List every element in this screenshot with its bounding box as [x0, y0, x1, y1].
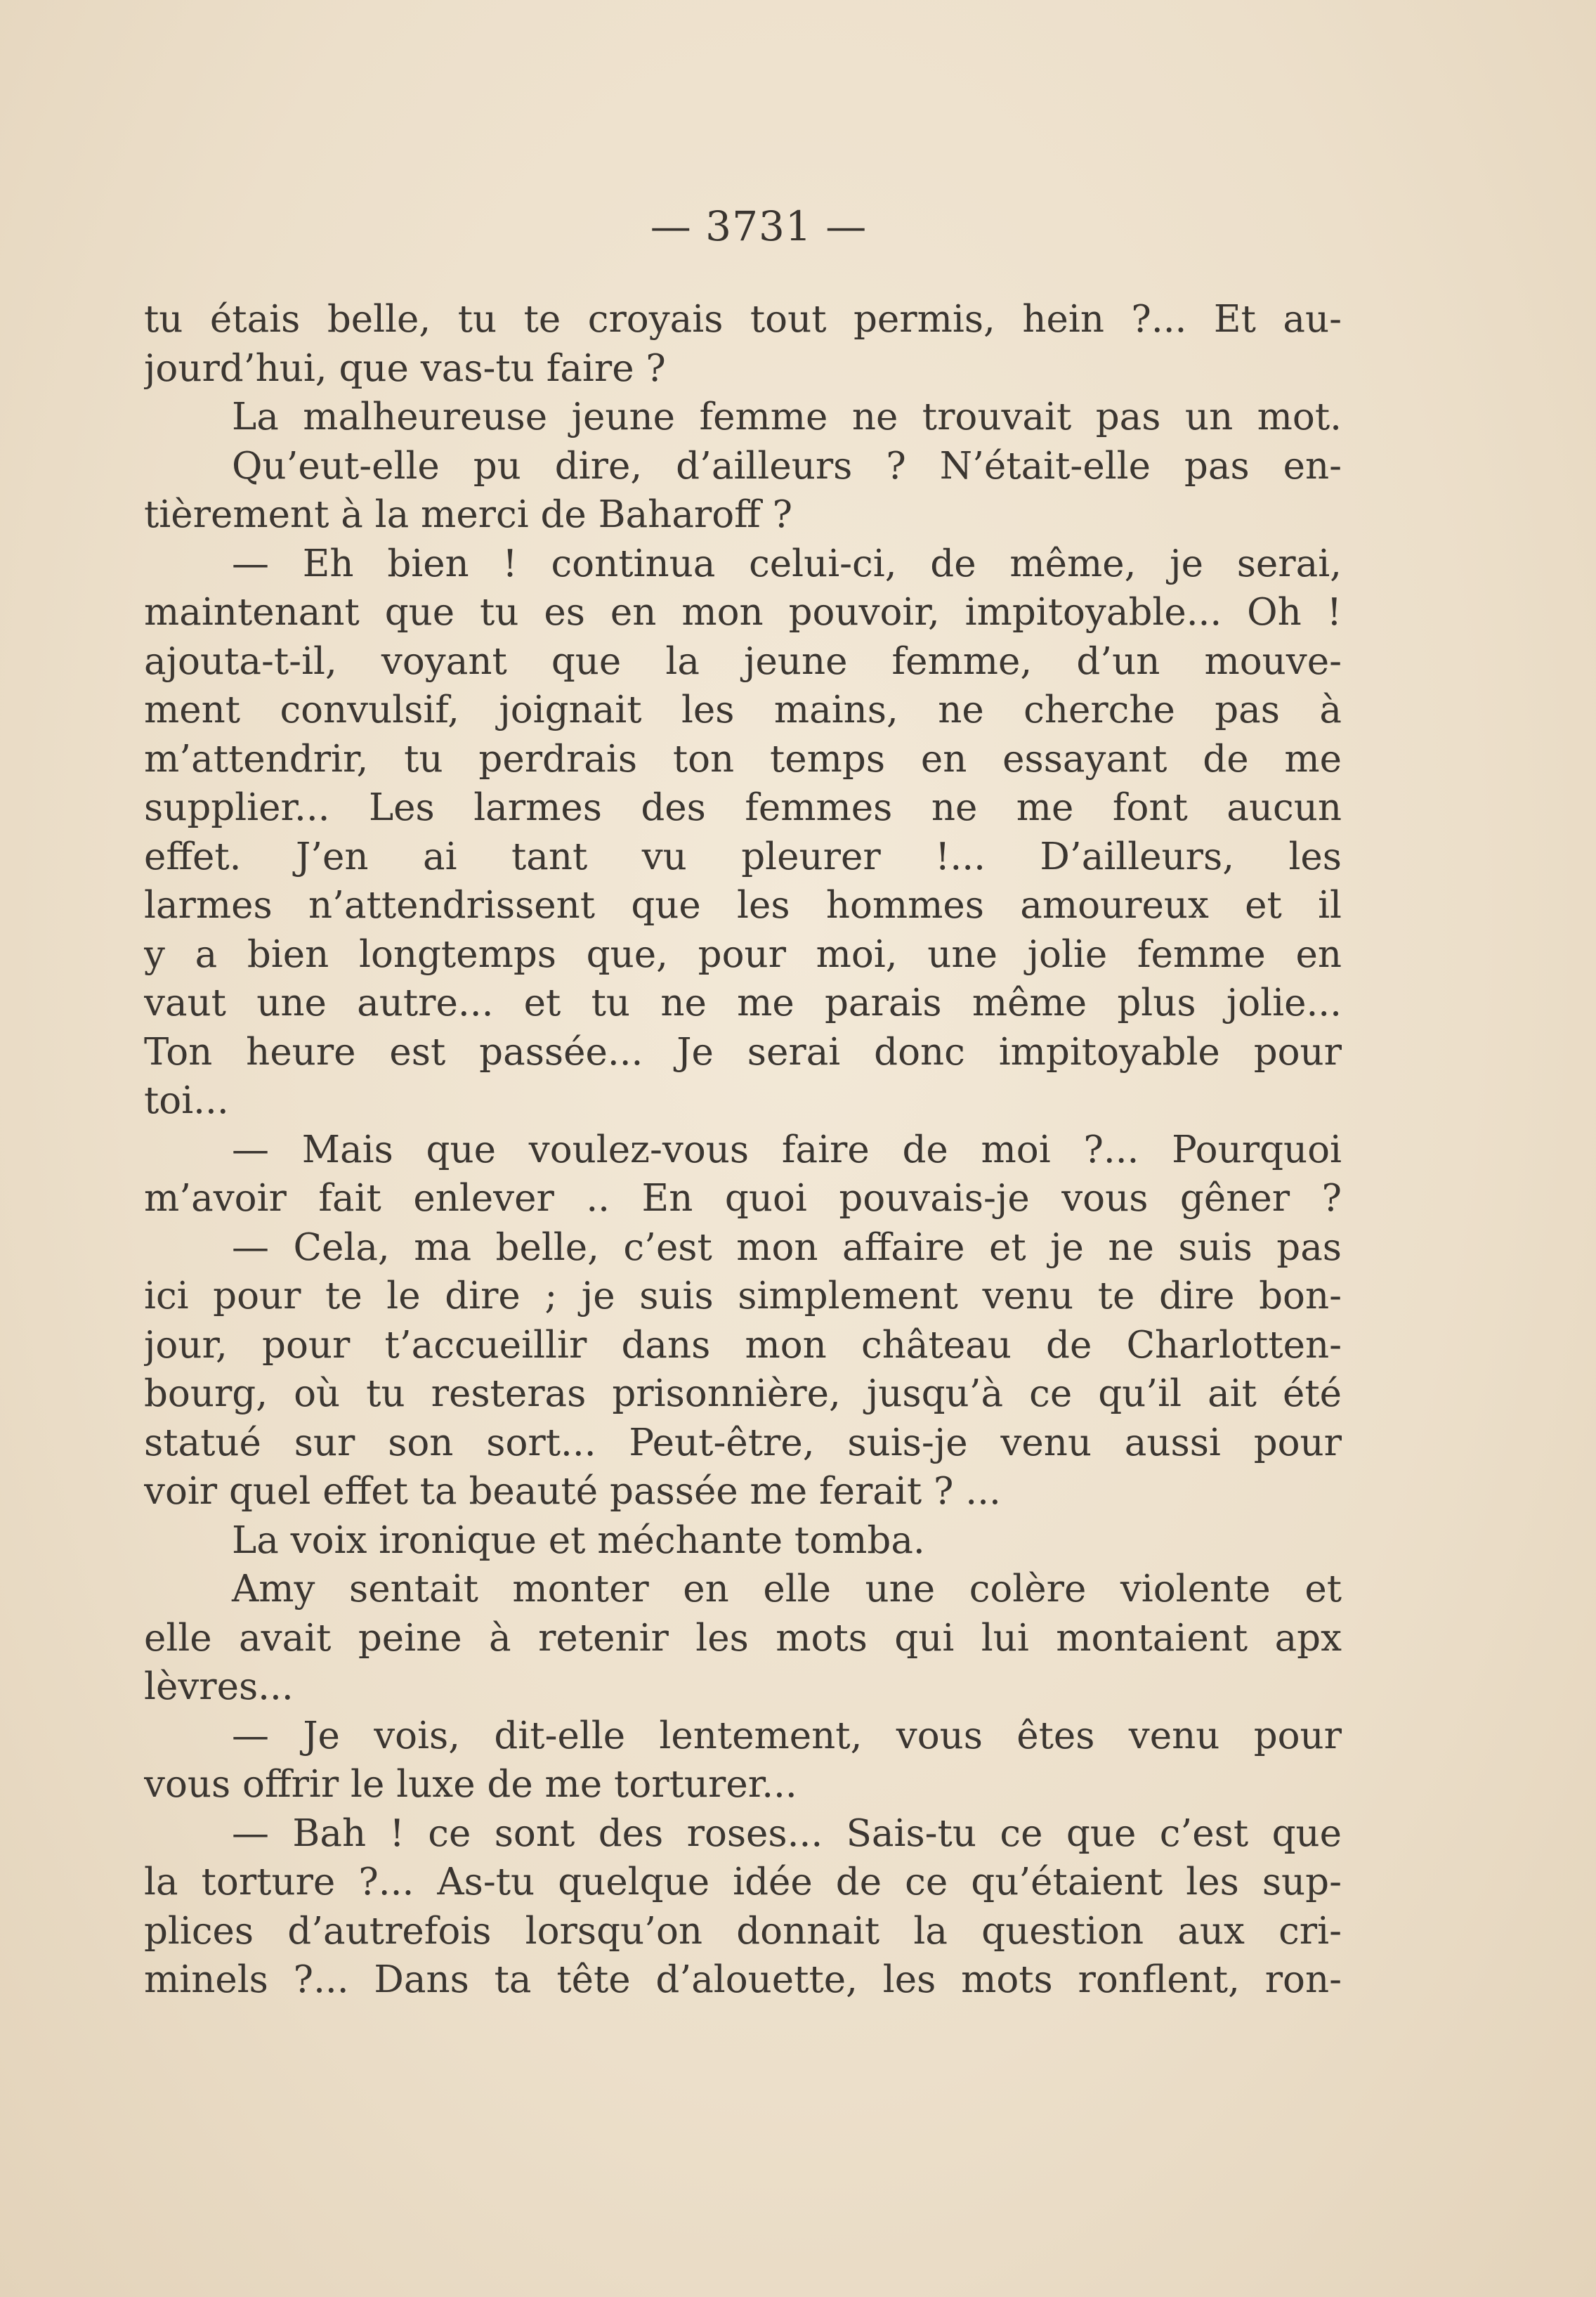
text-line: minels ?... Dans ta tête d’alouette, les mots ronflent, ron- [144, 1958, 1342, 2001]
text-line: — Eh bien ! continua celui-ci, de même, je serai, [232, 542, 1342, 585]
text-line: elle avait peine à retenir les mots qui lui montaient apx [144, 1616, 1342, 1660]
text-line: statué sur son sort... Peut-être, suis-je venu aussi pour [144, 1421, 1342, 1464]
text-line: lèvres... [144, 1665, 294, 1708]
text-line: jour, pour t’accueillir dans mon château de Charlotten- [144, 1323, 1342, 1367]
text-line: jourd’hui, que vas-tu faire ? [144, 346, 666, 390]
text-line: tu étais belle, tu te croyais tout permis, hein ?... Et au- [144, 298, 1342, 341]
text-line: — Bah ! ce sont des roses... Sais-tu ce que c’est que [232, 1811, 1342, 1855]
body-text [144, 295, 1342, 2005]
page-number: — 3731 — [650, 202, 868, 250]
text-line: vous offrir le luxe de me torturer... [144, 1763, 797, 1806]
text-line: supplier... Les larmes des femmes ne me font aucun [144, 786, 1342, 829]
text-line: ici pour te le dire ; je suis simplement venu te dire bon- [144, 1275, 1342, 1317]
text-line: m’avoir fait enlever .. En quoi pouvais-je vous gêner ? [144, 1177, 1342, 1220]
text-line: Amy sentait monter en elle une colère violente et [232, 1568, 1342, 1610]
text-line: larmes n’attendrissent que les hommes amoureux et il [144, 884, 1342, 927]
text-line: voir quel effet ta beauté passée me ferait ? ... [144, 1470, 1001, 1513]
text-line: effet. J’en ai tant vu pleurer !... D’ailleurs, les [144, 835, 1342, 878]
text-line: y a bien longtemps que, pour moi, une jolie femme en [144, 932, 1342, 976]
text-line: ment convulsif, joignait les mains, ne cherche pas à [144, 689, 1342, 731]
text-line: tièrement à la merci de Baharoff ? [144, 493, 793, 536]
text-line: Ton heure est passée... Je serai donc impitoyable pour [144, 1030, 1342, 1074]
text-line: La voix ironique et méchante tomba. [232, 1518, 925, 1562]
text-line: vaut une autre... et tu ne me parais même plus jolie... [144, 982, 1342, 1024]
text-line: — Mais que voulez-vous faire de moi ?... Pourquoi [232, 1128, 1342, 1171]
text-line: Qu’eut-elle pu dire, d’ailleurs ? N’était-elle pas en- [232, 444, 1342, 488]
text-line: m’attendrir, tu perdrais ton temps en essayant de me [144, 737, 1342, 781]
text-line: maintenant que tu es en mon pouvoir, impitoyable... Oh ! [144, 591, 1342, 634]
text-line: bourg, où tu resteras prisonnière, jusqu’à ce qu’il ait été [144, 1372, 1342, 1415]
text-line: — Je vois, dit-elle lentement, vous êtes venu pour [232, 1714, 1342, 1757]
text-line: ajouta-t-il, voyant que la jeune femme, d’un mouve- [144, 639, 1342, 683]
text-line: — Cela, ma belle, c’est mon affaire et je ne suis pas [232, 1225, 1342, 1269]
text-line: La malheureuse jeune femme ne trouvait pas un mot. [232, 396, 1342, 438]
text-line: toi... [144, 1079, 229, 1122]
text-line: plices d’autrefois lorsqu’on donnait la question aux cri- [144, 1909, 1342, 1953]
text-line: la torture ?... As-tu quelque idée de ce qu’étaient les sup- [144, 1861, 1342, 1904]
